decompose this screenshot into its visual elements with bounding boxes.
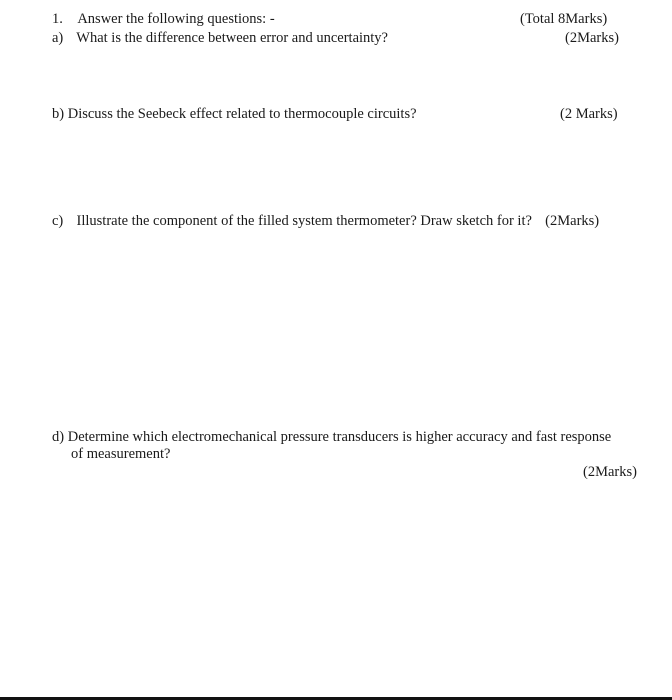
question-d-text-line1: Determine which electromechanical pressure transducers is higher accuracy and fast response <box>67 429 612 445</box>
question-b-label: b) <box>52 106 65 122</box>
question-a-label: a) <box>52 30 64 46</box>
question-b-marks: (2 Marks) <box>560 106 618 122</box>
question-c <box>52 212 599 230</box>
question-number: 1. <box>52 11 63 27</box>
question-b <box>52 105 417 123</box>
question-instruction: Answer the following questions: - <box>77 11 275 27</box>
question-c-label: c) <box>52 213 64 229</box>
question-c-marks: (2Marks) <box>545 213 600 229</box>
question-d <box>52 428 611 446</box>
question-c-text: Illustrate the component of the filled system thermometer? Draw sketch for it? <box>76 213 532 229</box>
question-a-marks: (2Marks) <box>565 30 619 46</box>
question-a <box>52 29 388 47</box>
question-a-text: What is the difference between error and uncertainty? <box>76 30 388 46</box>
question-d-marks: (2Marks) <box>583 464 637 480</box>
question-d-text-line2: of measurement? <box>71 446 171 462</box>
question-b-text: Discuss the Seebeck effect related to thermocouple circuits? <box>67 106 417 122</box>
question-d-label: d) <box>52 429 65 445</box>
question-heading <box>52 10 275 28</box>
total-marks: (Total 8Marks) <box>520 11 608 27</box>
